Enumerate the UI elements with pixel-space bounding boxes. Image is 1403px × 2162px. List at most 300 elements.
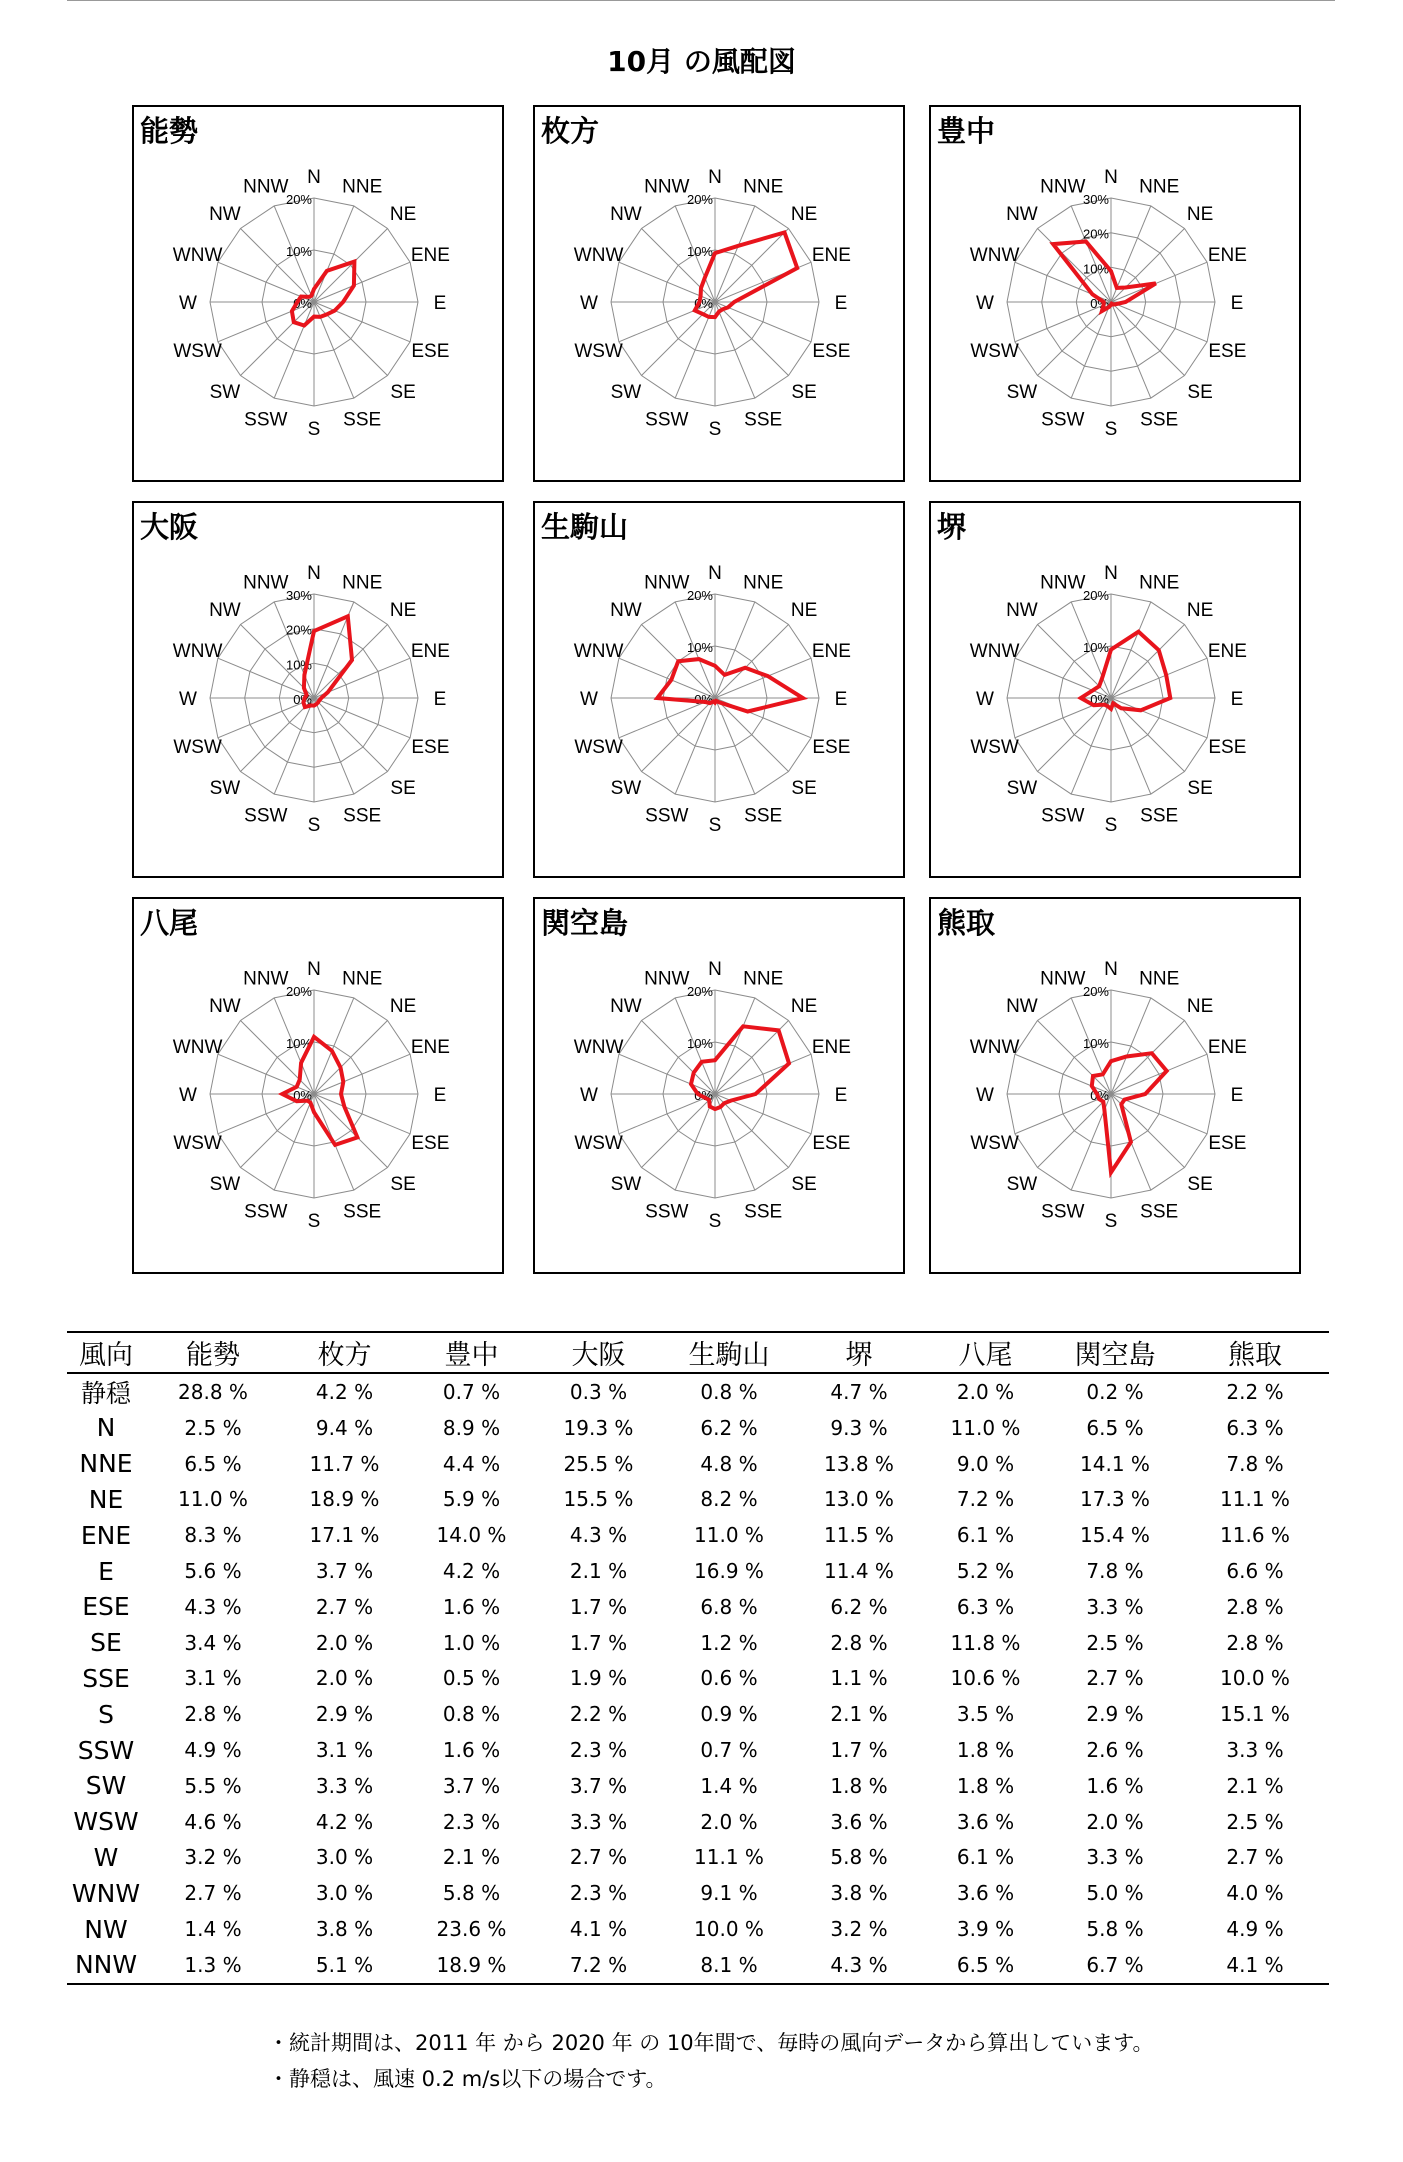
direction-label: SE: [390, 1174, 416, 1196]
value-cell: 3.3 %: [315, 1773, 374, 1798]
direction-cell: SSE: [82, 1663, 130, 1693]
value-cell: 2.1 %: [830, 1702, 888, 1727]
direction-label: S: [708, 1211, 722, 1232]
value-cell: 16.9 %: [694, 1559, 764, 1584]
direction-label: ESE: [1208, 1133, 1247, 1155]
tick-label: 0%: [1090, 1088, 1109, 1103]
value-cell: 6.2 %: [700, 1415, 758, 1440]
value-cell: 0.5 %: [442, 1666, 501, 1691]
value-cell: 18.9 %: [309, 1487, 380, 1512]
table-row: [67, 1553, 1329, 1589]
direction-label: SSW: [244, 1201, 288, 1223]
column-header: 大阪: [535, 1332, 662, 1373]
direction-cell: NNW: [67, 1947, 145, 1984]
direction-label: WNW: [573, 640, 624, 662]
value-cell: 3.2 %: [830, 1917, 888, 1942]
direction-label: WSW: [173, 1133, 222, 1155]
direction-label: NW: [610, 599, 642, 621]
value-cell: 11.6 %: [1220, 1523, 1290, 1548]
direction-label: NNE: [743, 572, 784, 594]
direction-label: ENE: [410, 244, 450, 266]
direction-label: NE: [389, 599, 417, 621]
table-row: [67, 1840, 1329, 1876]
direction-label: NW: [209, 203, 241, 225]
grid-spoke: [1111, 229, 1185, 303]
direction-label: SSE: [343, 805, 382, 827]
tick-label: 20%: [285, 622, 312, 638]
direction-label: SW: [209, 778, 241, 800]
wind-rose-panel: [929, 501, 1301, 878]
direction-label: WNW: [573, 1036, 624, 1058]
direction-label: SSW: [645, 805, 689, 827]
column-header: 堺: [796, 1332, 922, 1373]
grid-spoke: [241, 1094, 315, 1168]
value-cell: 2.2 %: [569, 1702, 628, 1727]
value-cell: 5.9 %: [442, 1487, 501, 1512]
direction-label: E: [1230, 293, 1244, 314]
direction-label: WSW: [970, 737, 1019, 759]
direction-label: W: [976, 1085, 994, 1106]
direction-label: N: [1104, 167, 1118, 188]
direction-label: E: [433, 1085, 447, 1106]
tick-label: 20%: [1082, 588, 1109, 603]
value-cell: 11.8 %: [950, 1630, 1021, 1655]
table-row: [67, 1768, 1329, 1804]
direction-label: WNW: [969, 1036, 1020, 1058]
wind-rose-chart: [535, 503, 907, 880]
tick-label: 30%: [1082, 192, 1109, 207]
direction-label: S: [708, 419, 722, 440]
wind-rose-chart: [134, 503, 506, 880]
value-cell: 11.0 %: [694, 1523, 764, 1548]
value-cell: 0.3 %: [569, 1380, 628, 1404]
station-name: 能勢: [140, 114, 199, 148]
direction-label: SW: [1006, 1174, 1038, 1196]
table-row: [67, 1482, 1329, 1518]
direction-cell: ENE: [80, 1520, 132, 1550]
tick-label: 0%: [293, 296, 312, 311]
direction-label: WNW: [969, 640, 1020, 662]
column-header: 風向: [67, 1332, 145, 1373]
value-cell: 3.7 %: [315, 1559, 374, 1584]
direction-label: ENE: [1207, 640, 1247, 662]
direction-label: SW: [610, 778, 642, 800]
column-header: 熊取: [1181, 1332, 1329, 1373]
direction-label: ESE: [812, 341, 851, 363]
direction-cell: ESE: [82, 1592, 130, 1622]
value-cell: 3.1 %: [315, 1738, 374, 1763]
value-cell: 11.0 %: [178, 1487, 248, 1512]
direction-label: NNW: [243, 176, 289, 198]
wind-frequency-table: [67, 1331, 1329, 1985]
grid-spoke: [1038, 698, 1112, 772]
direction-cell: NW: [84, 1914, 128, 1944]
direction-label: E: [834, 689, 848, 710]
direction-label: NNW: [1040, 572, 1086, 594]
column-header: 枚方: [281, 1332, 408, 1373]
value-cell: 8.9 %: [442, 1415, 501, 1440]
station-name: 堺: [937, 510, 967, 544]
value-cell: 7.8 %: [1086, 1559, 1144, 1584]
value-cell: 9.1 %: [700, 1881, 758, 1906]
value-cell: 4.2 %: [442, 1559, 501, 1584]
direction-label: WNW: [172, 640, 223, 662]
value-cell: 13.0 %: [824, 1487, 894, 1512]
direction-label: NNE: [342, 176, 383, 198]
tick-label: 20%: [1082, 226, 1109, 242]
direction-label: NE: [790, 995, 818, 1017]
value-cell: 4.9 %: [184, 1738, 242, 1763]
direction-label: SE: [390, 382, 416, 404]
value-cell: 1.7 %: [569, 1594, 628, 1619]
value-cell: 6.5 %: [922, 1947, 1049, 1984]
wind-rose-panel: [929, 105, 1301, 482]
direction-cell: NE: [88, 1484, 124, 1514]
grid-spoke: [642, 698, 716, 772]
direction-label: NNE: [743, 968, 784, 990]
value-cell: 2.7 %: [569, 1845, 628, 1870]
tick-label: 0%: [293, 692, 312, 707]
table-row: [67, 1373, 1329, 1410]
direction-label: SSE: [1140, 409, 1179, 431]
value-cell: 2.3 %: [569, 1738, 628, 1763]
direction-label: SSE: [343, 409, 382, 431]
direction-label: S: [307, 1211, 321, 1232]
value-cell: 6.1 %: [956, 1523, 1015, 1548]
grid-spoke: [642, 229, 716, 303]
grid-spoke: [314, 1021, 388, 1095]
table-row: [67, 1911, 1329, 1947]
value-cell: 3.6 %: [830, 1809, 888, 1834]
direction-label: ENE: [811, 640, 851, 662]
table-row: [67, 1625, 1329, 1661]
wind-rose-panel: [929, 897, 1301, 1274]
wind-rose-chart: [931, 107, 1303, 484]
grid-spoke: [241, 698, 315, 772]
station-name: 八尾: [140, 906, 199, 940]
note-calm: ・静穏は、風速 0.2 m/s以下の場合です。: [268, 2067, 667, 2091]
tick-label: 0%: [1090, 692, 1109, 707]
value-cell: 2.0 %: [956, 1380, 1015, 1404]
direction-label: WSW: [173, 737, 222, 759]
value-cell: 2.7 %: [1086, 1666, 1144, 1691]
value-cell: 1.6 %: [442, 1594, 501, 1619]
value-cell: 17.3 %: [1080, 1487, 1150, 1512]
table-row: [67, 1804, 1329, 1840]
direction-label: NNW: [1040, 176, 1086, 198]
direction-label: S: [307, 419, 321, 440]
value-cell: 2.9 %: [315, 1702, 374, 1727]
value-cell: 3.4 %: [184, 1630, 242, 1655]
direction-label: NNW: [1040, 968, 1086, 990]
direction-label: W: [179, 1085, 197, 1106]
value-cell: 1.8 %: [956, 1738, 1015, 1763]
tick-label: 10%: [686, 1036, 713, 1051]
wind-rose-panel: [533, 897, 905, 1274]
direction-label: NNE: [1139, 968, 1180, 990]
value-cell: 1.4 %: [184, 1917, 242, 1942]
value-cell: 5.0 %: [1086, 1881, 1144, 1906]
tick-label: 30%: [285, 588, 312, 603]
direction-label: N: [307, 959, 321, 980]
grid-spoke: [1111, 625, 1185, 699]
value-cell: 1.1 %: [830, 1666, 888, 1691]
value-cell: 6.1 %: [956, 1845, 1015, 1870]
value-cell: 7.2 %: [956, 1487, 1015, 1512]
value-cell: 0.7 %: [442, 1380, 501, 1404]
direction-label: ENE: [410, 1036, 450, 1058]
value-cell: 5.8 %: [442, 1881, 501, 1906]
value-cell: 5.8 %: [1086, 1917, 1144, 1942]
table-row: [67, 1875, 1329, 1911]
value-cell: 2.0 %: [315, 1666, 374, 1691]
value-cell: 5.5 %: [184, 1773, 242, 1798]
value-cell: 1.6 %: [1086, 1773, 1144, 1798]
value-cell: 1.2 %: [700, 1630, 758, 1655]
value-cell: 1.6 %: [442, 1738, 501, 1763]
tick-label: 20%: [285, 984, 312, 999]
tick-label: 20%: [686, 588, 713, 603]
direction-cell: W: [93, 1842, 119, 1872]
value-cell: 2.2 %: [1226, 1380, 1284, 1404]
value-cell: 3.3 %: [1086, 1845, 1144, 1870]
direction-label: SSW: [244, 805, 288, 827]
direction-label: NE: [790, 599, 818, 621]
tick-label: 10%: [1082, 640, 1109, 655]
wind-rose-panel: [132, 501, 504, 878]
direction-label: SW: [610, 1174, 642, 1196]
station-name: 生駒山: [541, 510, 629, 544]
direction-label: SSW: [645, 409, 689, 431]
value-cell: 2.3 %: [569, 1881, 628, 1906]
value-cell: 2.8 %: [1226, 1630, 1284, 1655]
direction-label: WNW: [172, 1036, 223, 1058]
value-cell: 0.6 %: [700, 1666, 758, 1691]
value-cell: 5.8 %: [830, 1845, 888, 1870]
value-cell: 8.2 %: [700, 1487, 758, 1512]
value-cell: 0.8 %: [700, 1380, 758, 1404]
page-title: 10月 の風配図: [607, 45, 796, 78]
direction-label: E: [834, 1085, 848, 1106]
direction-cell: S: [98, 1699, 114, 1729]
direction-label: NW: [209, 599, 241, 621]
grid-spoke: [715, 1094, 789, 1168]
direction-label: NE: [1186, 995, 1214, 1017]
value-cell: 2.1 %: [569, 1559, 628, 1584]
direction-label: ENE: [410, 640, 450, 662]
value-cell: 28.8 %: [178, 1380, 248, 1404]
tick-label: 0%: [293, 1088, 312, 1103]
value-cell: 18.9 %: [408, 1947, 535, 1984]
direction-label: ENE: [1207, 244, 1247, 266]
tick-label: 10%: [686, 244, 713, 259]
direction-label: SSW: [244, 409, 288, 431]
direction-label: SE: [1187, 778, 1213, 800]
wind-rose-panel: [533, 501, 905, 878]
value-cell: 4.4 %: [442, 1451, 501, 1476]
direction-label: NNE: [1139, 176, 1180, 198]
value-cell: 9.0 %: [956, 1451, 1015, 1476]
value-cell: 3.3 %: [1226, 1738, 1284, 1763]
value-cell: 3.3 %: [1086, 1594, 1144, 1619]
value-cell: 10.0 %: [694, 1917, 764, 1942]
value-cell: 17.1 %: [309, 1523, 380, 1548]
direction-label: WSW: [970, 341, 1019, 363]
direction-label: NNE: [1139, 572, 1180, 594]
value-cell: 15.1 %: [1220, 1702, 1290, 1727]
value-cell: 6.5 %: [184, 1451, 242, 1476]
value-cell: 3.9 %: [956, 1917, 1015, 1942]
table-row: [67, 1696, 1329, 1732]
wind-rose-chart: [931, 899, 1303, 1276]
column-header: 生駒山: [662, 1332, 796, 1373]
tick-label: 10%: [285, 657, 312, 673]
direction-label: NNE: [743, 176, 784, 198]
station-name: 大阪: [140, 510, 199, 544]
direction-label: NE: [1186, 203, 1214, 225]
value-cell: 3.7 %: [442, 1773, 501, 1798]
direction-label: ENE: [811, 244, 851, 266]
direction-label: WSW: [574, 341, 623, 363]
value-cell: 3.6 %: [956, 1881, 1015, 1906]
value-cell: 23.6 %: [436, 1917, 507, 1942]
value-cell: 11.0 %: [950, 1415, 1021, 1440]
direction-label: NNW: [243, 572, 289, 594]
direction-label: NNW: [644, 572, 690, 594]
table-row: [67, 1732, 1329, 1768]
value-cell: 2.9 %: [1086, 1702, 1144, 1727]
value-cell: 10.0 %: [1220, 1666, 1290, 1691]
wind-rose-panel: [132, 105, 504, 482]
direction-label: ESE: [1208, 341, 1247, 363]
direction-label: S: [307, 815, 321, 836]
value-cell: 9.4 %: [315, 1415, 374, 1440]
grid-spoke: [1111, 302, 1185, 376]
tick-label: 10%: [686, 640, 713, 655]
direction-label: NW: [209, 995, 241, 1017]
value-cell: 4.8 %: [700, 1451, 758, 1476]
column-header: 豊中: [408, 1332, 535, 1373]
wind-rose-chart: [535, 899, 907, 1276]
value-cell: 4.3 %: [796, 1947, 922, 1984]
direction-cell: WNW: [71, 1878, 141, 1908]
direction-label: NW: [1006, 995, 1038, 1017]
value-cell: 4.7 %: [830, 1380, 888, 1404]
direction-label: ESE: [411, 1133, 450, 1155]
tick-label: 0%: [694, 296, 713, 311]
direction-label: N: [708, 167, 722, 188]
tick-label: 20%: [686, 192, 713, 207]
grid-spoke: [1038, 1094, 1112, 1168]
tick-label: 0%: [694, 692, 713, 707]
grid-spoke: [642, 1021, 716, 1095]
value-cell: 4.9 %: [1226, 1917, 1284, 1942]
value-cell: 11.1 %: [694, 1845, 764, 1870]
value-cell: 1.8 %: [830, 1773, 888, 1798]
direction-label: WSW: [574, 737, 623, 759]
direction-label: SSW: [1041, 1201, 1085, 1223]
value-cell: 0.9 %: [700, 1702, 758, 1727]
direction-label: ENE: [1207, 1036, 1247, 1058]
value-cell: 3.7 %: [569, 1773, 628, 1798]
value-cell: 0.7 %: [700, 1738, 758, 1763]
value-cell: 8.3 %: [184, 1523, 242, 1548]
direction-label: SSE: [744, 1201, 783, 1223]
tick-label: 0%: [694, 1088, 713, 1103]
wind-rose-chart: [134, 899, 506, 1276]
direction-label: SSW: [1041, 409, 1085, 431]
value-cell: 4.1 %: [569, 1917, 628, 1942]
direction-label: WSW: [173, 341, 222, 363]
value-cell: 11.7 %: [309, 1451, 380, 1476]
value-cell: 4.0 %: [1226, 1881, 1284, 1906]
direction-label: N: [708, 563, 722, 584]
direction-label: SE: [791, 382, 817, 404]
direction-label: ENE: [811, 1036, 851, 1058]
direction-label: E: [433, 689, 447, 710]
value-cell: 6.7 %: [1049, 1947, 1181, 1984]
direction-cell: SE: [90, 1628, 122, 1658]
direction-label: SE: [791, 1174, 817, 1196]
direction-label: SSE: [744, 805, 783, 827]
direction-label: SW: [209, 382, 241, 404]
direction-label: SW: [1006, 382, 1038, 404]
value-cell: 4.3 %: [184, 1594, 242, 1619]
value-cell: 3.5 %: [956, 1702, 1015, 1727]
value-cell: 2.1 %: [442, 1845, 501, 1870]
direction-cell: NNE: [79, 1449, 133, 1479]
value-cell: 3.2 %: [184, 1845, 242, 1870]
value-cell: 10.6 %: [950, 1666, 1021, 1691]
direction-cell: SW: [85, 1771, 127, 1801]
grid-spoke: [642, 1094, 716, 1168]
direction-label: NE: [790, 203, 818, 225]
value-cell: 14.1 %: [1080, 1451, 1150, 1476]
value-cell: 1.8 %: [956, 1773, 1015, 1798]
value-cell: 25.5 %: [563, 1451, 634, 1476]
direction-cell: E: [98, 1556, 114, 1586]
grid-spoke: [715, 625, 789, 699]
value-cell: 6.3 %: [1226, 1415, 1284, 1440]
direction-label: NNW: [243, 968, 289, 990]
direction-label: E: [1230, 1085, 1244, 1106]
value-cell: 6.3 %: [956, 1594, 1015, 1619]
direction-label: N: [708, 959, 722, 980]
value-cell: 6.5 %: [1086, 1415, 1144, 1440]
grid-spoke: [314, 698, 388, 772]
notes: [268, 2025, 1154, 2097]
direction-label: SW: [1006, 778, 1038, 800]
direction-label: NNW: [644, 968, 690, 990]
direction-label: S: [1104, 419, 1118, 440]
value-cell: 14.0 %: [436, 1523, 507, 1548]
value-cell: 19.3 %: [563, 1415, 634, 1440]
direction-label: WNW: [969, 244, 1020, 266]
value-cell: 3.0 %: [315, 1845, 374, 1870]
direction-label: NE: [1186, 599, 1214, 621]
direction-label: W: [580, 689, 598, 710]
tick-label: 10%: [285, 244, 312, 259]
direction-label: ESE: [411, 737, 450, 759]
direction-label: SE: [791, 778, 817, 800]
direction-label: SSE: [343, 1201, 382, 1223]
tick-label: 20%: [1082, 984, 1109, 999]
direction-cell: 静穏: [80, 1379, 131, 1408]
value-cell: 3.0 %: [315, 1881, 374, 1906]
value-cell: 7.2 %: [535, 1947, 662, 1984]
value-cell: 2.7 %: [184, 1881, 242, 1906]
direction-label: S: [708, 815, 722, 836]
